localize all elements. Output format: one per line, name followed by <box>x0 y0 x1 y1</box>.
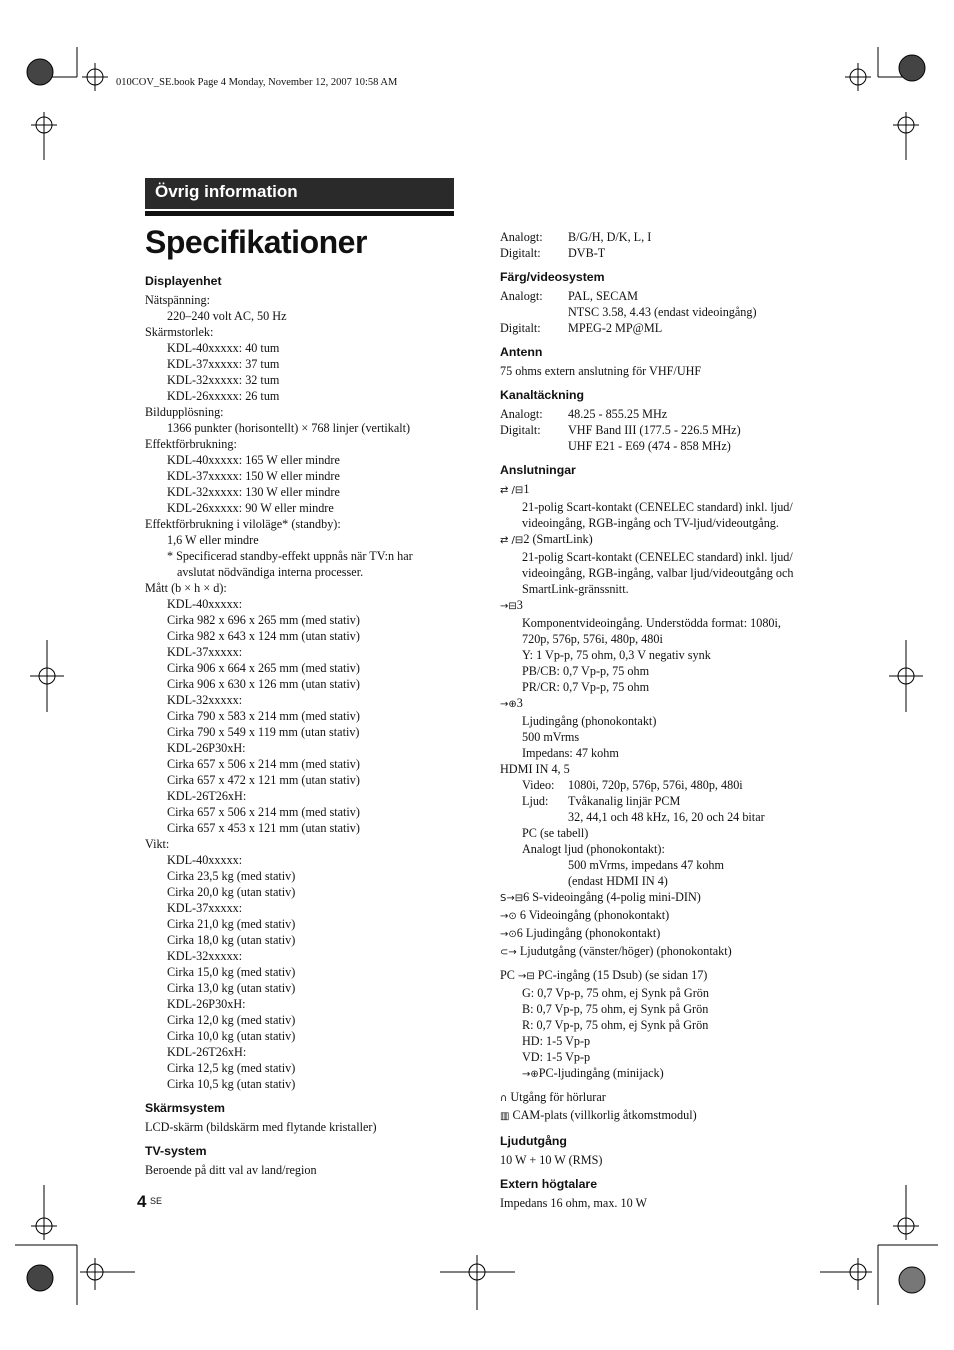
spec-line: KDL-26P30xH: <box>167 997 246 1011</box>
spec-line: KDL-32xxxxx: <box>167 949 243 963</box>
spec-line: Cirka 13,0 kg (utan stativ) <box>167 981 296 995</box>
spec-line: SmartLink-gränssnitt. <box>522 582 629 596</box>
spec-line: Skärmstorlek: <box>145 325 214 339</box>
left-column <box>145 273 475 1178</box>
spec-row <box>500 320 830 336</box>
spec-line: 10 W + 10 W (RMS) <box>500 1153 603 1167</box>
spec-line: KDL-37xxxxx: 37 tum <box>167 357 280 371</box>
spec-line: KDL-37xxxxx: 150 W eller mindre <box>167 469 340 483</box>
spec-line: KDL-40xxxxx: 40 tum <box>167 341 280 355</box>
spec-line: Cirka 21,0 kg (med stativ) <box>167 917 296 931</box>
spec-line: 1,6 W eller mindre <box>167 533 259 547</box>
spec-line: Cirka 982 x 696 x 265 mm (med stativ) <box>167 613 360 627</box>
spec-row <box>500 438 830 454</box>
section-heading: Antenn <box>500 345 543 359</box>
spec-line: PB/CB: 0,7 Vp-p, 75 ohm <box>522 664 650 678</box>
section-band-title: Övrig information <box>155 182 298 201</box>
section-rule <box>145 211 454 216</box>
spec-line: 220–240 volt AC, 50 Hz <box>167 309 287 323</box>
spec-line: Cirka 12,5 kg (med stativ) <box>167 1061 296 1075</box>
spec-line: videoingång, RGB-ingång och TV-ljud/videoutgång. <box>522 516 779 530</box>
spec-line: Cirka 906 x 664 x 265 mm (med stativ) <box>167 661 360 675</box>
spec-line: Cirka 15,0 kg (med stativ) <box>167 965 296 979</box>
spec-line: Effektförbrukning i viloläge* (standby): <box>145 517 341 531</box>
spec-line: Analogt ljud (phonokontakt): <box>522 842 665 856</box>
spec-line: Mått (b × h × d): <box>145 581 227 595</box>
spec-value: MPEG-2 MP@ML <box>568 321 663 335</box>
spec-line: 1366 punkter (horisontellt) × 768 linjer (vertikalt) <box>167 421 411 435</box>
spec-line: Komponentvideoingång. Understödda format: 1080i, <box>522 616 781 630</box>
spec-line: ▥ CAM-plats (villkorlig åtkomstmodul) <box>500 1107 830 1125</box>
spec-line: R: 0,7 Vp-p, 75 ohm, ej Synk på Grön <box>522 1018 709 1032</box>
section-heading: Kanaltäckning <box>500 388 585 402</box>
spec-line: Cirka 23,5 kg (med stativ) <box>167 869 296 883</box>
spec-key: Video: <box>522 778 555 792</box>
section-heading: Displayenhet <box>145 274 222 288</box>
spec-line: Bildupplösning: <box>145 405 224 419</box>
spec-line: * Specificerad standby-effekt uppnås när TV:n har <box>167 549 413 563</box>
section-heading: TV-system <box>145 1144 207 1158</box>
spec-line: Vikt: <box>145 837 170 851</box>
spec-line: KDL-37xxxxx: <box>167 901 243 915</box>
spec-key: Analogt: <box>500 230 543 244</box>
spec-line: KDL-32xxxxx: 130 W eller mindre <box>167 485 340 499</box>
spec-key: Digitalt: <box>500 246 541 260</box>
spec-key: Digitalt: <box>500 321 541 335</box>
spec-line: 500 mVrms <box>522 730 580 744</box>
spec-line: VD: 1-5 Vp-p <box>522 1050 591 1064</box>
spec-row <box>500 793 830 809</box>
spec-key: Analogt: <box>500 407 543 421</box>
spec-value: 48.25 - 855.25 MHz <box>568 407 668 421</box>
spec-row <box>500 304 830 320</box>
spec-line: Cirka 657 x 453 x 121 mm (utan stativ) <box>167 821 360 835</box>
spec-line: Cirka 10,5 kg (utan stativ) <box>167 1077 296 1091</box>
connector-icon: ▥ <box>500 1111 510 1122</box>
spec-line: PR/CR: 0,7 Vp-p, 75 ohm <box>522 680 650 694</box>
spec-line: Y: 1 Vp-p, 75 ohm, 0,3 V negativ synk <box>522 648 711 662</box>
spec-line: KDL-32xxxxx: 32 tum <box>167 373 280 387</box>
spec-line: KDL-32xxxxx: <box>167 693 243 707</box>
spec-key: Digitalt: <box>500 423 541 437</box>
spec-line: →⊙ 6 Videoingång (phonokontakt) <box>500 907 830 925</box>
spec-row <box>500 288 830 304</box>
spec-line: G: 0,7 Vp-p, 75 ohm, ej Synk på Grön <box>522 986 709 1000</box>
spec-line: →⊕PC-ljudingång (minijack) <box>500 1065 830 1083</box>
spec-value: PAL, SECAM <box>568 289 638 303</box>
section-heading: Extern högtalare <box>500 1177 598 1191</box>
spec-line: KDL-40xxxxx: <box>167 853 243 867</box>
connector-icon: S→⊟ <box>500 893 524 904</box>
section-heading: Anslutningar <box>500 463 576 477</box>
spec-line: 21-polig Scart-kontakt (CENELEC standard) inkl. ljud/ <box>522 500 793 514</box>
connector-icon: ⇄ /⊟ <box>500 535 524 546</box>
spec-line: HDMI IN 4, 5 <box>500 762 570 776</box>
spec-row <box>500 777 830 793</box>
spec-line: ⇄ /⊟1 <box>500 481 830 499</box>
connector-icon: ∩ <box>500 1093 508 1104</box>
spec-line: →⊙6 Ljudingång (phonokontakt) <box>500 925 830 943</box>
spec-line: Cirka 12,0 kg (med stativ) <box>167 1013 296 1027</box>
spec-line: Cirka 657 x 506 x 214 mm (med stativ) <box>167 805 360 819</box>
spec-value: VHF Band III (177.5 - 226.5 MHz) <box>568 423 741 437</box>
page-number: 4 <box>137 1192 147 1211</box>
spec-line: ∩ Utgång för hörlurar <box>500 1089 830 1107</box>
connector-icon: →⊟ <box>517 971 535 982</box>
connector-icon: →⊕ <box>500 699 517 710</box>
section-heading: Skärmsystem <box>145 1101 225 1115</box>
spec-line: KDL-37xxxxx: <box>167 645 243 659</box>
spec-row <box>500 229 830 245</box>
page-title: Specifikationer <box>145 224 367 260</box>
spec-line: videoingång, RGB-ingång, valbar ljud/videoutgång och <box>522 566 794 580</box>
spec-line: KDL-26P30xH: <box>167 741 246 755</box>
spec-line: KDL-26T26xH: <box>167 1045 247 1059</box>
spec-line: Effektförbrukning: <box>145 437 237 451</box>
connector-icon: →⊟ <box>500 601 517 612</box>
spec-value: 1080i, 720p, 576p, 576i, 480p, 480i <box>568 778 743 792</box>
spec-line: PC →⊟ PC-ingång (15 Dsub) (se sidan 17) <box>500 967 830 985</box>
spec-row <box>500 422 830 438</box>
spec-line: Cirka 18,0 kg (utan stativ) <box>167 933 296 947</box>
spec-line: Beroende på ditt val av land/region <box>145 1163 317 1177</box>
spec-line: Ljudingång (phonokontakt) <box>522 714 657 728</box>
spec-line: Cirka 20,0 kg (utan stativ) <box>167 885 296 899</box>
spec-line: Cirka 657 x 472 x 121 mm (utan stativ) <box>167 773 360 787</box>
spec-line: Nätspänning: <box>145 293 210 307</box>
spec-line: Cirka 982 x 643 x 124 mm (utan stativ) <box>167 629 360 643</box>
spec-line: Cirka 790 x 583 x 214 mm (med stativ) <box>167 709 360 723</box>
spec-line: B: 0,7 Vp-p, 75 ohm, ej Synk på Grön <box>522 1002 709 1016</box>
spec-value: NTSC 3.58, 4.43 (endast videoingång) <box>568 305 757 319</box>
spec-row <box>500 406 830 422</box>
spec-line: 21-polig Scart-kontakt (CENELEC standard) inkl. ljud/ <box>522 550 793 564</box>
spec-key <box>500 438 568 454</box>
spec-line: KDL-40xxxxx: 165 W eller mindre <box>167 453 340 467</box>
spec-line: HD: 1-5 Vp-p <box>522 1034 591 1048</box>
spec-value: Tvåkanalig linjär PCM <box>568 794 681 808</box>
spec-line: 720p, 576p, 576i, 480p, 480i <box>522 632 663 646</box>
spec-line: Cirka 10,0 kg (utan stativ) <box>167 1029 296 1043</box>
spec-line: 32, 44,1 och 48 kHz, 16, 20 och 24 bitar <box>568 810 765 824</box>
spec-line: KDL-40xxxxx: <box>167 597 243 611</box>
connector-icon: →⊕ <box>522 1069 539 1080</box>
spec-line: PC (se tabell) <box>522 826 589 840</box>
connector-icon: →⊙ <box>500 929 517 940</box>
spec-line: Cirka 790 x 549 x 119 mm (utan stativ) <box>167 725 360 739</box>
spec-key: Ljud: <box>522 794 549 808</box>
spec-key <box>500 304 568 320</box>
spec-line: 500 mVrms, impedans 47 kohm <box>568 858 725 872</box>
spec-line: KDL-26xxxxx: 26 tum <box>167 389 280 403</box>
connector-icon: ⇄ /⊟ <box>500 485 524 496</box>
spec-line: avslutat nödvändiga interna processer. <box>177 565 364 579</box>
section-heading: Färg/videosystem <box>500 270 605 284</box>
connector-icon: →⊙ <box>500 911 517 922</box>
right-column <box>500 229 830 1211</box>
spec-line: KDL-26T26xH: <box>167 789 247 803</box>
spec-line: (endast HDMI IN 4) <box>568 874 668 888</box>
spec-line: Impedans: 47 kohm <box>522 746 619 760</box>
spec-line: →⊕3 <box>500 695 830 713</box>
spec-key: Analogt: <box>500 289 543 303</box>
spec-line: 75 ohms extern anslutning för VHF/UHF <box>500 364 702 378</box>
spec-line: KDL-26xxxxx: 90 W eller mindre <box>167 501 334 515</box>
spec-value: B/G/H, D/K, L, I <box>568 230 652 244</box>
book-info: 010COV_SE.book Page 4 Monday, November 12, 2007 10:58 AM <box>116 77 398 88</box>
page-lang: SE <box>150 1196 163 1206</box>
spec-line: ⇄ /⊟2 (SmartLink) <box>500 531 830 549</box>
spec-line: Impedans 16 ohm, max. 10 W <box>500 1196 648 1210</box>
connector-icon: ⊂→ <box>500 947 517 958</box>
spec-line: Cirka 906 x 630 x 126 mm (utan stativ) <box>167 677 360 691</box>
spec-row <box>500 245 830 261</box>
spec-line: LCD-skärm (bildskärm med flytande kristaller) <box>145 1120 377 1134</box>
spec-value: DVB-T <box>568 246 606 260</box>
spec-line: ⊂→ Ljudutgång (vänster/höger) (phonokontakt) <box>500 943 830 961</box>
spec-line: S→⊟6 S-videoingång (4-polig mini-DIN) <box>500 889 830 907</box>
section-heading: Ljudutgång <box>500 1134 567 1148</box>
spec-line: →⊟3 <box>500 597 830 615</box>
spec-value: UHF E21 - E69 (474 - 858 MHz) <box>568 439 731 453</box>
spec-line: Cirka 657 x 506 x 214 mm (med stativ) <box>167 757 360 771</box>
